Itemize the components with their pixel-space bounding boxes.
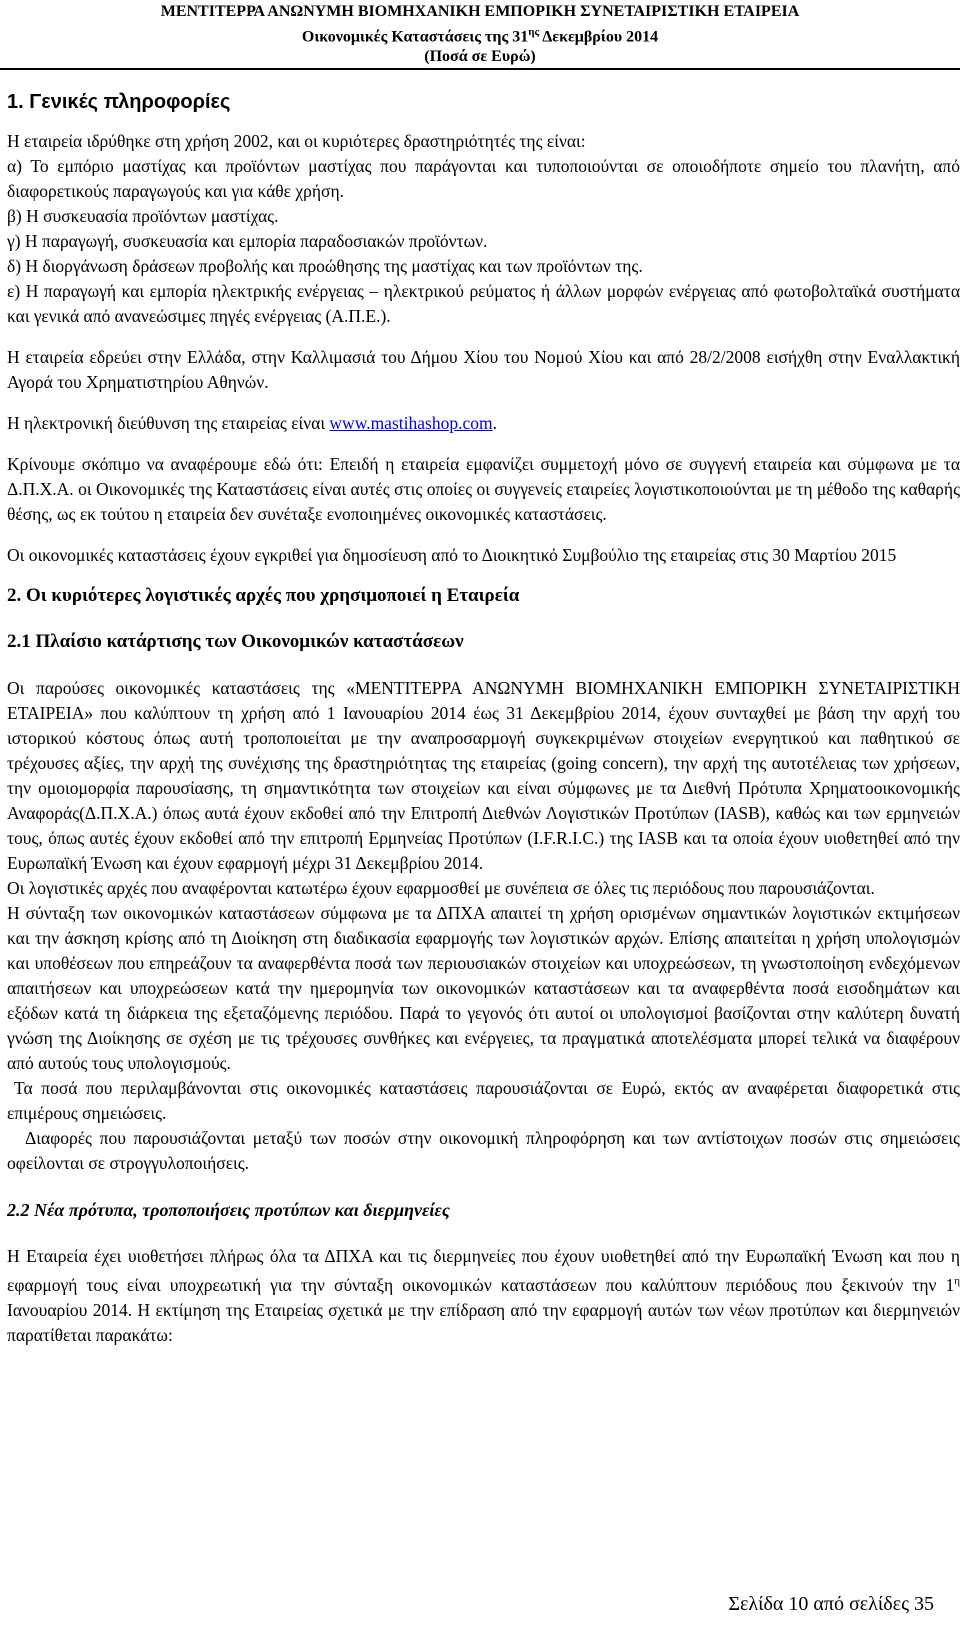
website-period: . (492, 413, 497, 433)
section-2-title: 2. Οι κυριότερες λογιστικές αρχές που χρησιμοποιεί η Εταιρεία (7, 585, 520, 606)
new-standards-text-pre: Η Εταιρεία έχει υιοθετήσει πλήρως όλα τα ΔΠΧΑ και τις διερμηνείες που έχουν υιοθετηθεί από την Ευρωπαϊκή Ένωση και που η εφαρμογή τους είναι υποχρεωτική για την σύνταξη οικονομικών καταστάσεων που καλύπτουν περιόδους που ξεκινούν την 1 (7, 1246, 960, 1295)
section-2-1-title: 2.1 Πλαίσιο κατάρτισης των Οικονομικών καταστάσεων (7, 631, 464, 652)
company-name: ΜΕΝΤΙΤΕΡΡΑ ΑΝΩΝΥΜΗ ΒΙΟΜΗΧΑΝΙΚΗ ΕΜΠΟΡΙΚΗ ΣΥΝΕΤΑΙΡΙΣΤΙΚΗ ΕΤΑΙΡΕΙΑ (160, 3, 800, 20)
statements-title-pre: Οικονομικές Καταστάσεις της 31 (301, 28, 529, 46)
website-paragraph (7, 411, 960, 436)
page-header (0, 2, 960, 67)
consistency-paragraph: Οι λογιστικές αρχές που αναφέρονται κατωτέρω έχουν εφαρμοσθεί με συνέπεια σε όλες τις περιόδους που παρουσιάζονται. (7, 878, 875, 898)
activity-item-c: γ) Η παραγωγή, συσκευασία και εμπορία παραδοσιακών προϊόντων. (7, 231, 488, 251)
activity-item-b: β) Η συσκευασία προϊόντων μαστίχας. (7, 206, 279, 226)
currency-note: (Ποσά σε Ευρώ) (424, 48, 536, 66)
header-divider (0, 68, 960, 70)
new-standards-sup: η (954, 1275, 960, 1287)
rounding-paragraph: Διαφορές που παρουσιάζονται μεταξύ των ποσών στην οικονομική πληροφόρηση και των αντίστοιχων ποσών στις σημειώσεις οφείλονται σε στρογγυλοποιήσεις. (7, 1128, 960, 1173)
website-link[interactable]: www.mastihashop.com (329, 413, 493, 433)
framework-paragraph: Οι παρούσες οικονομικές καταστάσεις της «ΜΕΝΤΙΤΕΡΡΑ ΑΝΩΝΥΜΗ ΒΙΟΜΗΧΑΝΙΚΗ ΕΜΠΟΡΙΚΗ ΣΥΝΕΤΑΙΡΙΣΤΙΚΗ ΕΤΑΙΡΕΙΑ» που καλύπτουν τη χρήση από 1 Ιανουαρίου 2014 έως 31 Δεκεμβρίου 2014, έχουν συνταχθεί με βάση την αρχή του ιστορικού κόστους όπως αυτή τροποποιείται με την αναπροσαρμογή συγκεκριμένων στοιχείων ενεργητικού και παθητικού σε τρέχουσες αξίες, την αρχή της συνέχισης της δραστηριότητας της εταιρείας (going concern), την αρχή της αυτοτέλειας των χρήσεων, την ομοιομορφία παρουσίασης, τη σημαντικότητα των στοιχείων και είναι σύμφωνες με τα Διεθνή Πρότυπα Χρηματοοικονομικής Αναφοράς(Δ.Π.Χ.Α.) όπως αυτά έχουν εκδοθεί από την Επιτροπή Διεθνών Λογιστικών Προτύπων (IASB), καθώς και των ερμηνειών τους, όπως αυτές έχουν εκδοθεί από την επιτροπή Ερμηνείας Προτύπων (I.F.R.I.C.) της IASB και τα οποία έχουν υιοθετηθεί από την Ευρωπαϊκή Ένωση και έχουν εφαρμογή μέχρι 31 Δεκεμβρίου 2014. (7, 678, 960, 873)
estimates-paragraph: Η σύνταξη των οικονομικών καταστάσεων σύμφωνα με τα ΔΠΧΑ απαιτεί τη χρήση ορισμένων σημαντικών λογιστικών εκτιμήσεων και την άσκηση κρίσης από τη Διοίκηση στη διαδικασία εφαρμογής των λογιστικών αρχών. Επίσης απαιτείται η χρήση υπολογισμών και υποθέσεων που επηρεάζουν τα αναφερθέντα ποσά των περιουσιακών στοιχείων και υποχρεώσεων, τη γνωστοποίηση ενδεχόμενων απαιτήσεων και υποχρεώσεων κατά την ημερομηνία των οικονομικών καταστάσεων και τα αναφερθέντα ποσά εισοδημάτων και εξόδων κατά τη διάρκεια της εξεταζόμενης περιόδου. Παρά το γεγονός ότι αυτοί οι υπολογισμοί βασίζονται στην καλύτερη δυνατή γνώση της Διοίκησης σε σχέση με τις τρέχουσες συνθήκες και ενέργειες, τα πραγματικά αποτελέσματα μπορεί τελικά να διαφέρουν από αυτούς τους υπολογισμούς. (7, 903, 960, 1073)
statements-title-sup: ης (528, 26, 540, 38)
document-body (7, 90, 960, 1348)
statements-title-post: Δεκεμβρίου 2014 (539, 28, 659, 46)
section-1-title: 1. Γενικές πληροφορίες (7, 91, 231, 113)
section-1-intro: Η εταιρεία ιδρύθηκε στη χρήση 2002, και οι κυριότερες δραστηριότητές της είναι: (7, 131, 586, 151)
page-number: Σελίδα 10 από σελίδες 35 (728, 1593, 934, 1615)
activity-item-d: δ) Η διοργάνωση δράσεων προβολής και προώθησης της μαστίχας και των προϊόντων της. (7, 256, 643, 276)
currency-paragraph: Τα ποσά που περιλαμβάνονται στις οικονομικές καταστάσεις παρουσιάζονται σε Ευρώ, εκτός αν αναφέρεται διαφορετικά στις επιμέρους σημειώσεις. (7, 1078, 960, 1123)
activity-item-a: α) Το εμπόριο μαστίχας και προϊόντων μαστίχας που παράγονται και τυποποιούνται σε οποιοδήποτε σημείο του πλανήτη, από διαφορετικούς παραγωγούς και για κάθε χρήση. (7, 156, 960, 201)
website-text: Η ηλεκτρονική διεύθυνση της εταιρείας είναι (7, 413, 330, 433)
new-standards-paragraph (7, 1244, 960, 1348)
company-seat-paragraph: Η εταιρεία εδρεύει στην Ελλάδα, στην Καλλιμασιά του Δήμου Χίου του Νομού Χίου και από 28/2/2008 εισήχθη στην Εναλλακτική Αγορά του Χρηματιστηρίου Αθηνών. (7, 347, 960, 392)
new-standards-text-post: Ιανουαρίου 2014. Η εκτίμηση της Εταιρείας σχετικά με την επίδραση από την εφαρμογή αυτών των νέων προτύπων και διερμηνειών παρατίθεται παρακάτω: (7, 1299, 960, 1345)
statements-title (0, 22, 960, 47)
related-company-paragraph: Κρίνουμε σκόπιμο να αναφέρουμε εδώ ότι: Επειδή η εταιρεία εμφανίζει συμμετοχή μόνο σε συγγενή εταιρεία και σύμφωνα με τα Δ.Π.Χ.Α. οι Οικονομικές της Καταστάσεις είναι αυτές στις οποίες οι συγγενείς εταιρείες λογιστικοποιούνται με τη μέθοδο της καθαρής θέσης, ως εκ τούτου η εταιρεία δεν συνέταξε ενοποιημένες οικονομικές καταστάσεις. (7, 454, 960, 524)
section-2-2-title: 2.2 Νέα πρότυπα, τροποποιήσεις προτύπων και διερμηνείες (7, 1200, 450, 1220)
approval-paragraph: Οι οικονομικές καταστάσεις έχουν εγκριθεί για δημοσίευση από το Διοικητικό Συμβούλιο της εταιρείας στις 30 Μαρτίου 2015 (7, 545, 897, 565)
activity-item-e: ε) Η παραγωγή και εμπορία ηλεκτρικής ενέργειας – ηλεκτρικού ρεύματος ή άλλων μορφών ενέργειας από φωτοβολταϊκά συστήματα και γενικά από ανανεώσιμες πηγές ενέργειας (Α.Π.Ε.). (7, 281, 960, 326)
